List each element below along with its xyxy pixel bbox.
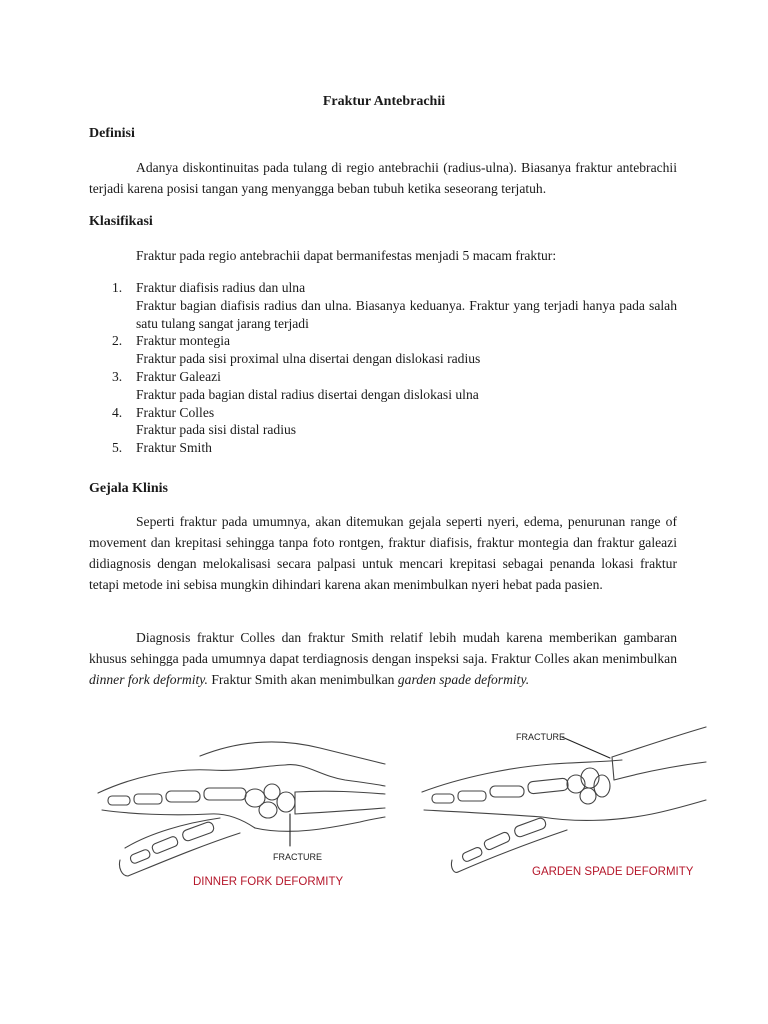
figure-garden-spade [412, 722, 708, 892]
figure-dinner-fork [90, 718, 390, 898]
paragraph-gejala-2 [89, 627, 677, 690]
list-number: 3. [112, 368, 123, 384]
klasifikasi-intro: Fraktur pada regio antebrachii dapat bermanifestas menjadi 5 macam fraktur: [136, 248, 557, 263]
list-item-title: Fraktur diafisis radius dan ulna [136, 280, 306, 295]
hand-bones-illustration [412, 722, 708, 892]
list-item [89, 279, 677, 332]
list-item [89, 332, 677, 368]
dinner-fork-term: dinner fork deformity. [89, 672, 208, 687]
list-item-title: Fraktur montegia [136, 333, 231, 349]
caption-dinner-fork: DINNER FORK DEFORMITY [193, 876, 344, 888]
fracture-callout-right: FRACTURE [516, 732, 565, 742]
list-item-description: Fraktur pada sisi distal radius [136, 422, 297, 438]
list-item-description: Fraktur pada sisi proximal ulna disertai dengan dislokasi radius [136, 351, 481, 367]
heading-klasifikasi: Klasifikasi [89, 214, 153, 229]
list-item-title: Fraktur Colles [136, 404, 215, 420]
list-item [89, 404, 677, 440]
page-title: Fraktur Antebrachii [322, 94, 446, 109]
paragraph-definisi [89, 157, 677, 199]
definisi-text: Adanya diskontinuitas pada tulang di regio antebrachii (radius-ulna). Biasanya fraktur antebrachii terjadi karena posisi tangan yang menyangga beban tubuh ketika seseorang terjatuh. [89, 160, 677, 196]
fracture-list [89, 279, 677, 457]
heading-definisi: Definisi [89, 126, 135, 141]
list-item-title: Fraktur Galeazi [136, 368, 221, 384]
list-item-description: Fraktur pada bagian distal radius disertai dengan dislokasi ulna [136, 386, 479, 402]
list-item-description: Fraktur bagian diafisis radius dan ulna. Biasanya keduanya. Fraktur yang terjadi hanya pada salah satu tulang sangat jarang terjadi [136, 297, 677, 331]
list-item [89, 439, 677, 457]
hand-bones-illustration [90, 718, 390, 898]
list-number: 2. [112, 333, 123, 349]
list-number: 1. [112, 280, 123, 295]
list-item [89, 368, 677, 404]
heading-gejala-klinis: Gejala Klinis [89, 481, 168, 496]
garden-spade-term: garden spade deformity. [397, 672, 530, 687]
gejala-p2-text-b: Fraktur Smith akan menimbulkan [207, 672, 398, 687]
list-item-title: Fraktur Smith [136, 440, 212, 456]
gejala-p2-text-a: Diagnosis fraktur Colles dan fraktur Smith relatif lebih mudah karena memberikan gambaran khusus sehingga pada umumnya dapat terdiagnosis dengan inspeksi saja. Fraktur Colles akan menimbulkan [89, 630, 677, 666]
list-number: 5. [112, 440, 123, 456]
gejala-p1-text: Seperti fraktur pada umumnya, akan ditemukan gejala seperti nyeri, edema, penurunan range of movement dan krepitasi sehingga tanpa foto rontgen, fraktur diafisis, fraktur montegia dan fraktur galeazi didiagnosis dengan melokalisasi secara palpasi untuk mencari krepitasi sebagai penanda lokasi fraktur tetapi metode ini sebisa mungkin dihindari karena akan menimbulkan nyeri hebat pada pasien. [89, 514, 677, 592]
list-number: 4. [112, 404, 123, 420]
fracture-callout-left: FRACTURE [273, 852, 322, 862]
caption-garden-spade: GARDEN SPADE DEFORMITY [532, 866, 694, 878]
paragraph-gejala-1 [89, 511, 677, 595]
